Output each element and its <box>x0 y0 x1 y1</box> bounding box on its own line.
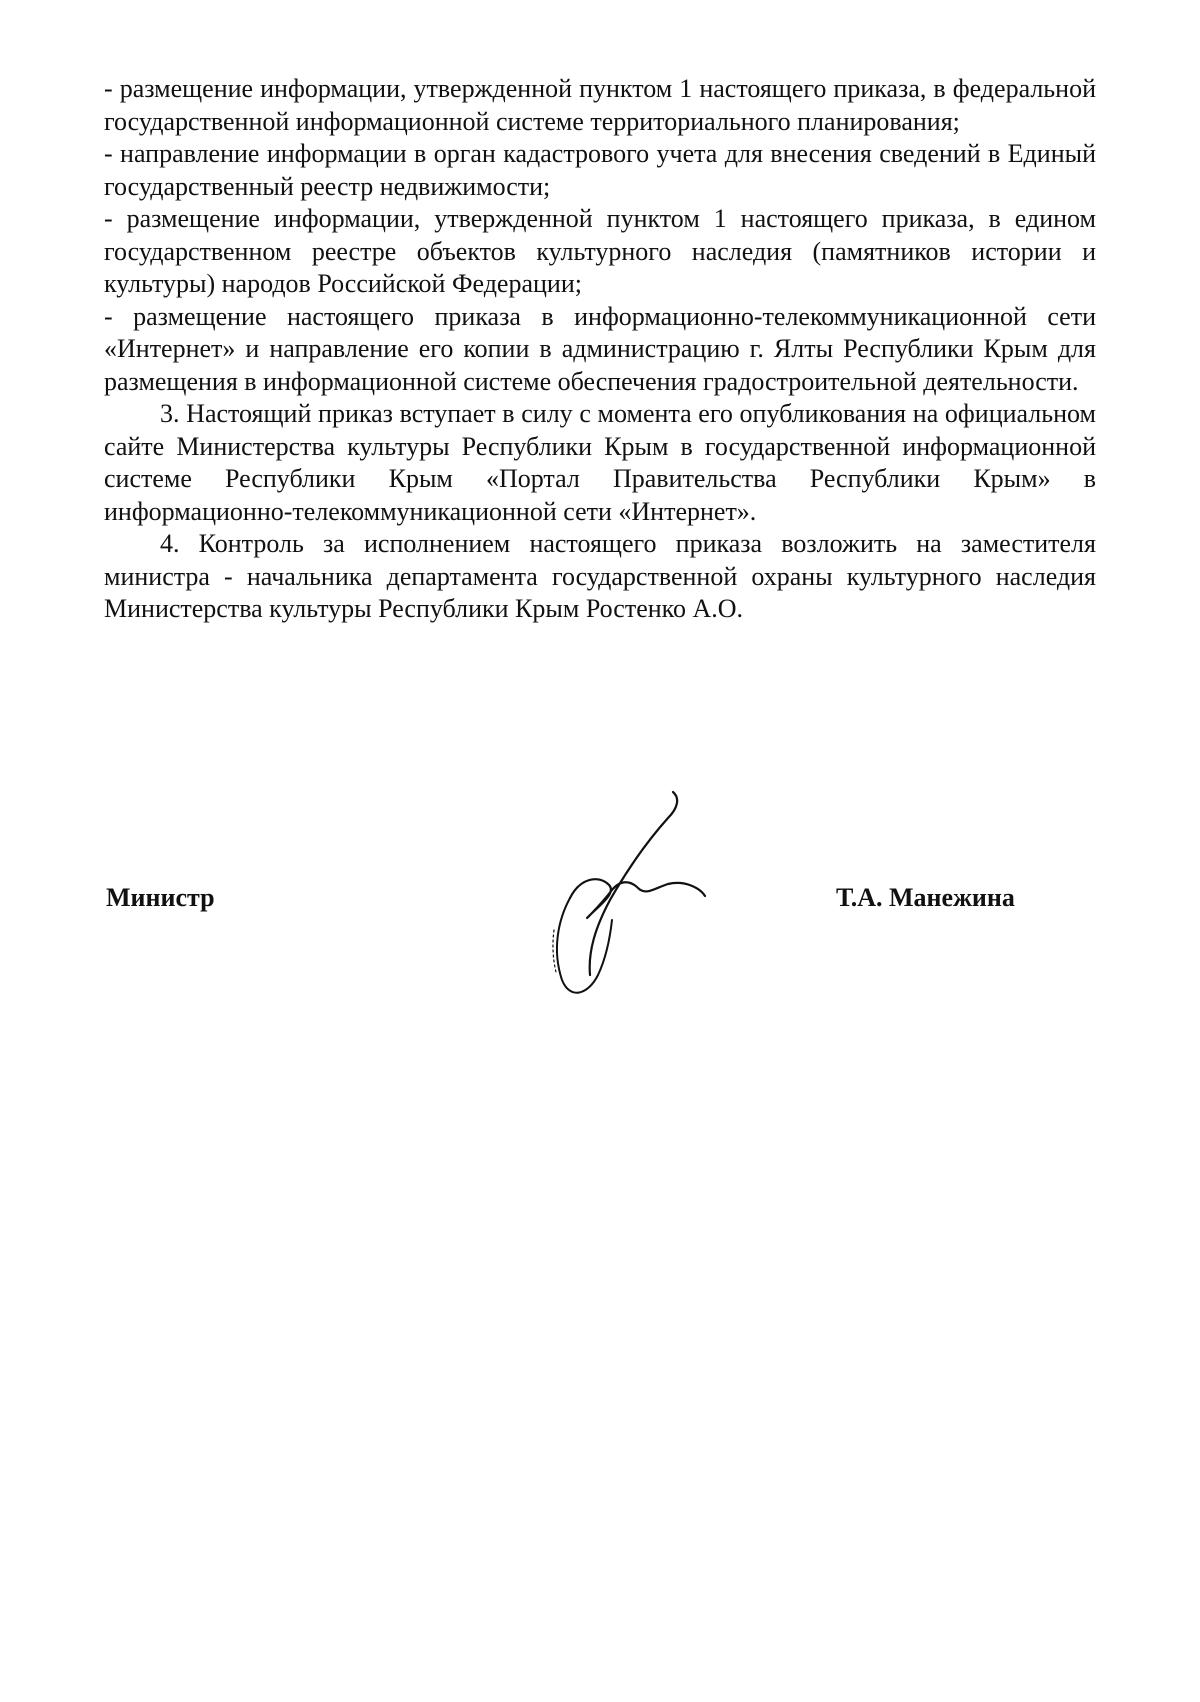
paragraph-fgis-placement: - размещение информации, утвержденной пунктом 1 настоящего приказа, в федеральной государственной информационной системе территориального планирования; <box>104 74 1096 136</box>
signatory-name: Т.А. Манежина <box>836 883 1015 912</box>
paragraph-item-4-control: 4. Контроль за исполнением настоящего приказа возложить на заместителя министра - начальника департамента государственной охраны культурного наследия Министерства культуры Республики Крым Ростенко А.О. <box>104 529 1096 623</box>
signature-block <box>104 882 1096 922</box>
paragraph-registry-placement: - размещение информации, утвержденной пунктом 1 настоящего приказа, в едином государственном реестре объектов культурного наследия (памятников истории и культуры) народов Российской Федерации; <box>104 204 1096 298</box>
paragraph-cadastre-direction: - направление информации в орган кадастрового учета для внесения сведений в Единый государственный реестр недвижимости; <box>104 139 1096 201</box>
document-body <box>104 73 1096 626</box>
paragraph-item-3-effective: 3. Настоящий приказ вступает в силу с момента его опубликования на официальном сайте Министерства культуры Республики Крым в государственной информационной системе Республики Крым «Портал Правительства Республики Крым» в информационно-телекоммуникационной сети «Интернет». <box>104 399 1096 526</box>
signatory-position: Министр <box>106 883 215 912</box>
paragraph-internet-placement: - размещение настоящего приказа в информационно-телекоммуникационной сети «Интернет» и направление его копии в администрацию г. Ялты Республики Крым для размещения в информационной системе обеспечения градостроительной деятельности. <box>104 301 1096 396</box>
